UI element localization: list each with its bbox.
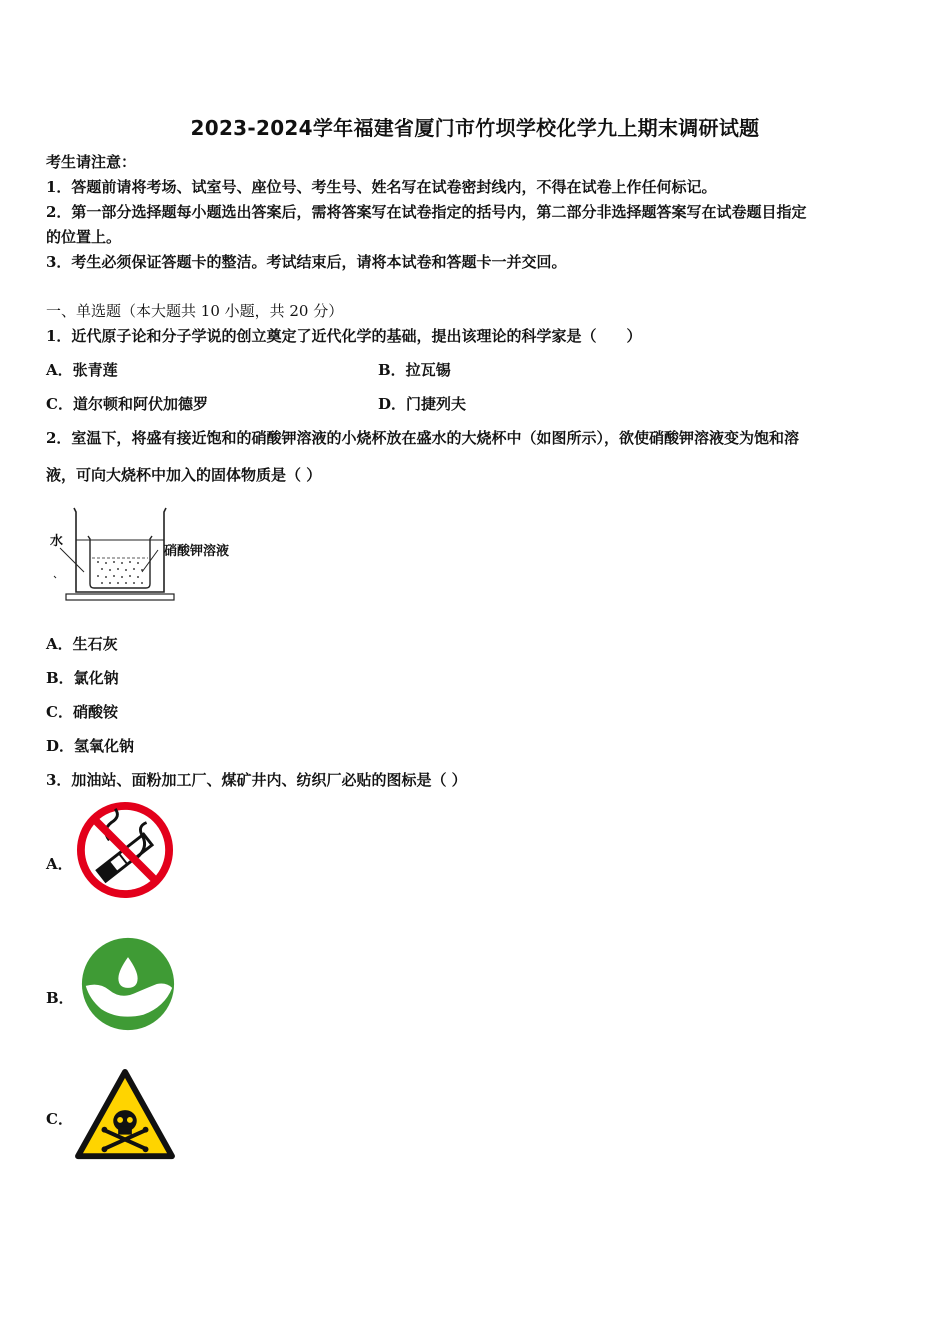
q2-option-b: B．氯化钠 — [46, 669, 119, 687]
q2-option-c: C．硝酸铵 — [46, 703, 118, 721]
poison-warning-icon — [74, 1068, 176, 1162]
notice-item-3: 3．考生必须保证答题卡的整洁。考试结束后，请将本试卷和答题卡一并交回。 — [46, 253, 567, 271]
q3-option-c-letter: C． — [46, 1110, 73, 1128]
q3-option-a-letter: A． — [46, 855, 73, 873]
section-heading: 一、单选题（本大题共 10 小题，共 20 分） — [46, 302, 344, 320]
figure-label-solution: 硝酸钾溶液 — [164, 544, 230, 559]
q1-option-a: A．张青莲 — [46, 361, 118, 379]
no-smoking-icon — [76, 801, 174, 899]
q1-option-c: C．道尔顿和阿伏加德罗 — [46, 395, 208, 413]
q1-option-d: D．门捷列夫 — [378, 395, 467, 413]
water-saving-icon — [80, 936, 176, 1032]
q1-stem: 1．近代原子论和分子学说的创立奠定了近代化学的基础，提出该理论的科学家是（ ） — [46, 327, 642, 345]
figure-label-water: 水 — [50, 534, 64, 549]
q3-option-b-letter: B． — [46, 989, 74, 1007]
notice-item-2-cont: 的位置上。 — [46, 228, 122, 246]
q2-option-a: A．生石灰 — [46, 635, 118, 653]
q2-option-d: D．氢氧化钠 — [46, 737, 135, 755]
q2-stem-line1: 2．室温下，将盛有接近饱和的硝酸钾溶液的小烧杯放在盛水的大烧杯中（如图所示），欲使硝酸钾溶液变为饱和溶 — [46, 429, 799, 447]
notice-heading: 考生请注意： — [46, 153, 137, 171]
beaker-figure — [46, 500, 256, 605]
q3-stem: 3．加油站、面粉加工厂、煤矿井内、纺织厂必贴的图标是（ ） — [46, 771, 467, 789]
page-title: 2023-2024学年福建省厦门市竹坝学校化学九上期末调研试题 — [190, 116, 760, 140]
q1-option-b: B．拉瓦锡 — [378, 361, 451, 379]
notice-item-2: 2．第一部分选择题每小题选出答案后，需将答案写在试卷指定的括号内，第二部分非选择题答案写在试卷题目指定 — [46, 203, 807, 221]
notice-item-1: 1．答题前请将考场、试室号、座位号、考生号、姓名写在试卷密封线内，不得在试卷上作任何标记。 — [46, 178, 717, 196]
q2-stem-line2: 液，可向大烧杯中加入的固体物质是（ ） — [46, 466, 322, 484]
